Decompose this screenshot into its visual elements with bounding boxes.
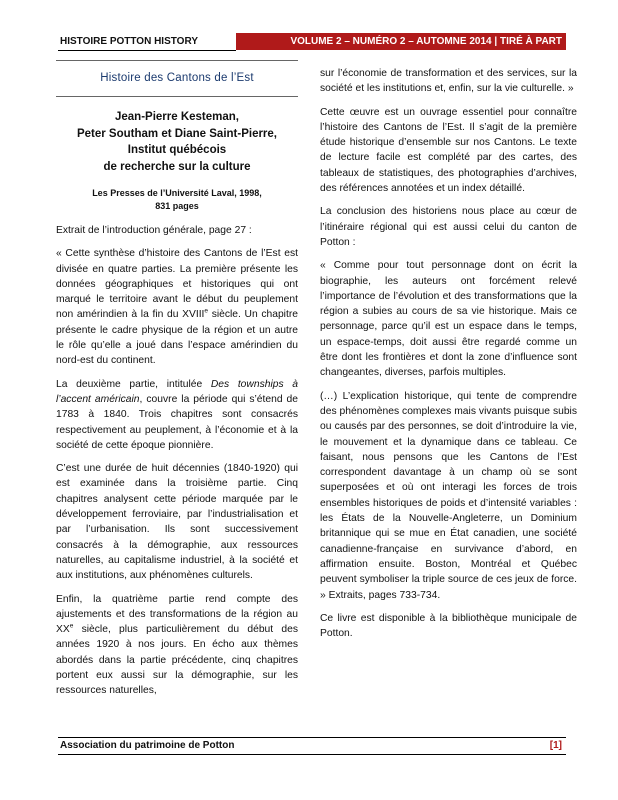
page-count: 831 pages [155,201,199,211]
book-publisher [56,187,298,213]
footer-association: Association du patrimoine de Potton [60,740,235,751]
paragraph: C’est une durée de huit décennies (1840-1920) qui est examinée dans la troisième partie. Cinq chapitres analysent cette période marquée par le développement ferroviaire, par l’industrialisation et par l’urbanisation. Ils sont successivement consacrés à la démographie, aux ressources naturelles, au capitalisme industriel, à la société et aux institutions, aux phénomènes culturels. [56,463,298,582]
publisher-line: Les Presses de l’Université Laval, 1998, [92,188,262,198]
page-number: [1] [549,740,562,751]
paragraph: « Cette synthèse d’histoire des Cantons de l’Est est divisée en quatre parties. La première présente les données géographiques et historiques qui ont marqué le territoire avant le début du peuplement non amérindien à la fin du XVIIIe siècle. Un chapitre présente le cadre physique de la région et un autre le rôle qu’elle a joué dans l’espace amérindien du nord-est du continent. [56,248,298,367]
paragraph: (…) L’explication historique, qui tente de comprendre des phénomènes complexes mais vivants puisque subis ou causés par des personnes, se doit d’introduire la vie, le mouvement et la dynamique dans ce tableau. Ce faisant, nous pensons que les Cantons de l’Est correspondent davantage à un champ où se sont superposées et où ont interagi les forces de trois ensembles historiques de poids et d’intensité variables : les États de la Nouvelle-Angleterre, un Dominium britannique qui se mue en État canadien, une société canadienne-française en survivance d’abord, en affirmation ensuite. Boston, Montréal et Québec peuvent symboliser la triple source de ces jeux de force. » Extraits, pages 733-734. [320,390,577,601]
book-title: Histoire des Cantons de l’Est [100,72,254,84]
author-line: Institut québécois [127,144,227,156]
book-authors [56,109,298,175]
page-header [58,33,566,51]
title-top-rule [56,60,298,61]
paragraph: La deuxième partie, intitulée Des townships à l’accent américain, couvre la période qui s’étend de 1783 à 1840. Trois chapitres sont consacrés respectivement au peuplement, à l’économie et à la société de cette époque pionnière. [56,378,298,451]
right-column [320,60,577,649]
paragraph: sur l’économie de transformation et des services, sur la société et les institutions et, enfin, sur la vie culturelle. » [320,68,577,95]
paragraph: Ce livre est disponible à la bibliothèque municipale de Potton. [320,612,577,640]
paragraph: Enfin, la quatrième partie rend compte des ajustements et des transformations de la région au XXe siècle, plus particulièrement du début des années 1920 à nos jours. En écho aux thèmes abordés dans la partie précédente, cinq chapitres portent eux aussi sur la démographie, sur les ressources naturelles, [56,593,298,697]
paragraph: La conclusion des historiens nous place au cœur de l’itinéraire régional qui est aussi celui du canton de Potton : [320,206,577,248]
left-column [56,60,298,707]
header-publication-name: HISTOIRE POTTON HISTORY [58,33,236,51]
page-footer [58,737,566,755]
author-line: Peter Southam et Diane Saint-Pierre, [76,127,278,140]
title-bottom-rule [56,96,298,97]
italic-title: Des townships à l’accent américain [56,378,298,405]
paragraph: « Comme pour tout personnage dont on écrit la biographie, les auteurs ont forcément relevé l’importance de l’évolution et des transformations que la région a subies au cours de sa vie historique. Mais ce personnage, parce qu’il est un espace dans le temps, un espace-temps, doit aussi être regardé comme un être dont les frontières et dont la zone d’influence sont changeantes, diverses, parfois multiples. [320,260,577,379]
paragraph: Cette œuvre est un ouvrage essentiel pour connaître l’histoire des Cantons de l’Est. Il s’agit de la première étude historique d’ensemble sur nos Cantons. Le texte de lecture facile est complété par des cartes, des tableaux de statistiques, des photographies d’archives, des références annotées et un index détaillé. [320,106,577,195]
author-line: Jean-Pierre Kesteman, [114,111,239,123]
author-line: de recherche sur la culture [103,160,251,173]
extract-label: Extrait de l’introduction générale, page 27 : [56,225,252,236]
header-issue-banner: VOLUME 2 – NUMÉRO 2 – AUTOMNE 2014 | TIRÉ À PART [236,33,566,50]
